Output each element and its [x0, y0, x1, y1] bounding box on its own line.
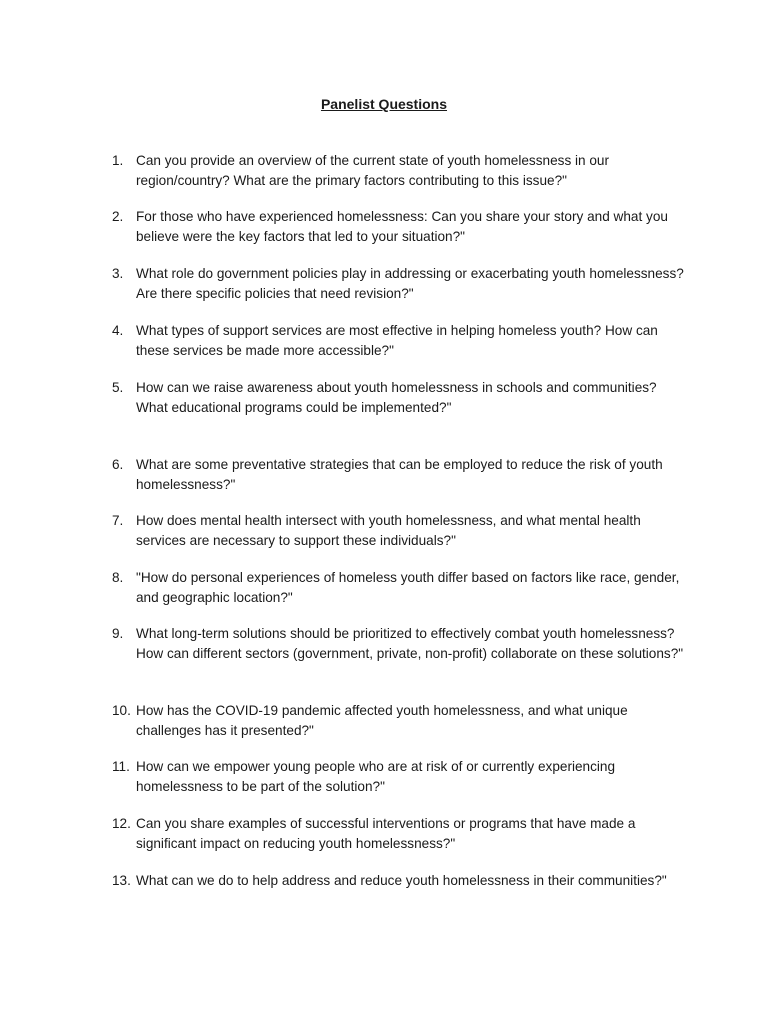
question-text: What types of support services are most effective in helping homeless youth? How can these services be made more accessible?" [136, 323, 658, 358]
question-number: 9. [112, 626, 124, 641]
question-item [112, 814, 692, 853]
question-text: How has the COVID-19 pandemic affected youth homelessness, and what unique challenges has it presented?" [136, 703, 628, 738]
question-text: Can you provide an overview of the current state of youth homelessness in our region/country? What are the primary factors contributing to this issue?" [136, 153, 610, 188]
question-number: 13. [112, 873, 131, 888]
page-title: Panelist Questions [320, 96, 448, 112]
question-number: 7. [112, 513, 124, 528]
question-number: 11. [112, 759, 130, 774]
question-number: 5. [112, 380, 124, 395]
question-item [112, 378, 692, 417]
question-item [112, 151, 692, 190]
question-text: Can you share examples of successful interventions or programs that have made a significant impact on reducing youth homelessness?" [136, 816, 636, 851]
question-number: 2. [112, 209, 124, 224]
question-number: 4. [112, 323, 124, 338]
question-text: What role do government policies play in addressing or exacerbating youth homelessness? Are there specific policies that need revision?" [136, 266, 684, 301]
question-number: 10. [112, 703, 131, 718]
question-text: How does mental health intersect with youth homelessness, and what mental health services are necessary to support these individuals?" [136, 513, 641, 548]
question-item [112, 455, 692, 494]
question-number: 3. [112, 266, 124, 281]
question-item [112, 511, 692, 550]
question-text: What long-term solutions should be prioritized to effectively combat youth homelessness? How can different sectors (government, private, non-profit) collaborate on these solutions?" [136, 626, 684, 661]
question-item [112, 207, 692, 246]
question-text: How can we raise awareness about youth homelessness in schools and communities? What educational programs could be implemented?" [136, 380, 657, 415]
question-number: 1. [112, 153, 124, 168]
question-text: For those who have experienced homelessness: Can you share your story and what you believe were the key factors that led to your situation?" [136, 209, 668, 244]
question-item [112, 568, 692, 607]
question-number: 12. [112, 816, 131, 831]
question-item [112, 701, 692, 740]
question-number: 8. [112, 570, 124, 585]
question-text: "How do personal experiences of homeless youth differ based on factors like race, gender, and geographic location?" [136, 570, 680, 605]
question-item [112, 871, 692, 891]
question-item [112, 264, 692, 303]
question-item [112, 624, 692, 663]
question-item [112, 757, 692, 796]
question-text: What can we do to help address and reduce youth homelessness in their communities?" [136, 873, 667, 888]
question-text: How can we empower young people who are at risk of or currently experiencing homelessness to be part of the solution?" [136, 759, 616, 794]
question-number: 6. [112, 457, 124, 472]
question-item [112, 321, 692, 360]
question-text: What are some preventative strategies that can be employed to reduce the risk of youth homelessness?" [136, 457, 663, 492]
